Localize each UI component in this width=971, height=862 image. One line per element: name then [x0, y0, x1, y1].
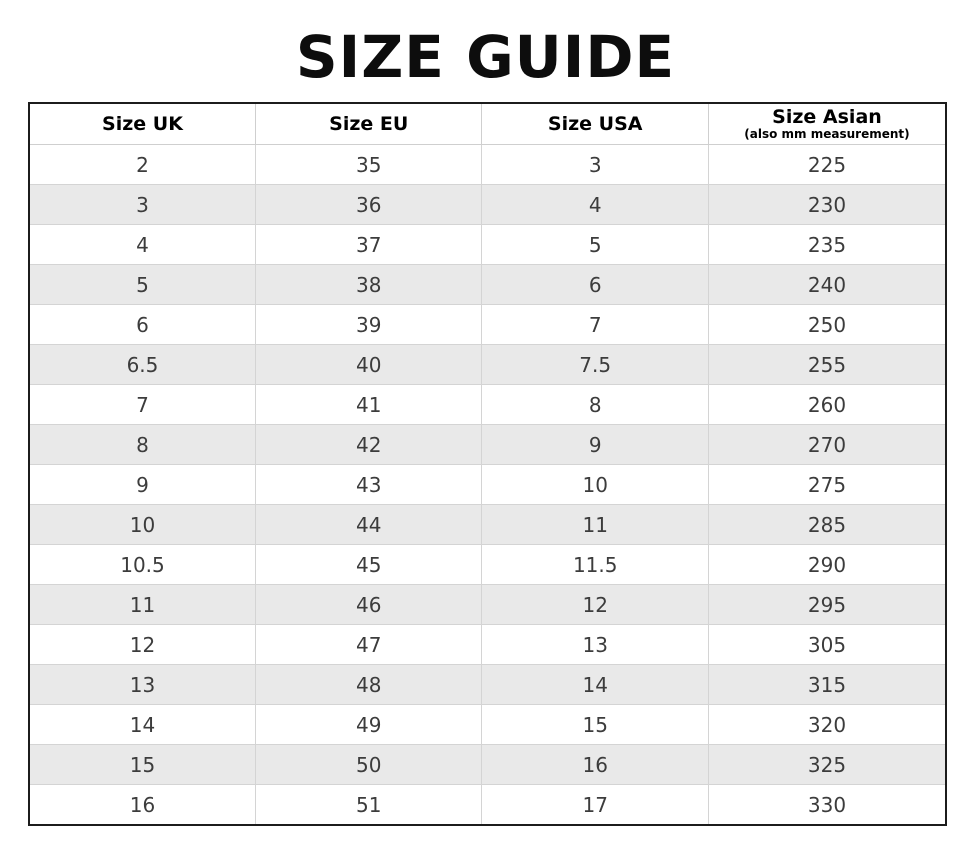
table-cell: 36	[255, 185, 481, 225]
table-cell: 320	[708, 705, 946, 745]
table-cell: 41	[255, 385, 481, 425]
table-cell: 45	[255, 545, 481, 585]
table-cell: 16	[482, 745, 708, 785]
table-cell: 10	[482, 465, 708, 505]
table-cell: 15	[29, 745, 255, 785]
table-cell: 50	[255, 745, 481, 785]
table-cell: 11	[29, 585, 255, 625]
column-header-size-uk	[29, 103, 255, 145]
table-cell: 5	[482, 225, 708, 265]
table-cell: 275	[708, 465, 946, 505]
table-row	[29, 465, 946, 505]
table-cell: 14	[29, 705, 255, 745]
table-row	[29, 505, 946, 545]
table-cell: 40	[255, 345, 481, 385]
table-cell: 325	[708, 745, 946, 785]
table-cell: 4	[482, 185, 708, 225]
table-cell: 10.5	[29, 545, 255, 585]
table-container	[0, 102, 971, 826]
column-header-label: Size USA	[547, 112, 643, 135]
column-header-size-asian	[708, 103, 946, 145]
table-row	[29, 425, 946, 465]
table-cell: 43	[255, 465, 481, 505]
table-cell: 12	[29, 625, 255, 665]
table-cell: 225	[708, 145, 946, 185]
table-cell: 46	[255, 585, 481, 625]
table-row	[29, 145, 946, 185]
table-row	[29, 305, 946, 345]
table-cell: 295	[708, 585, 946, 625]
table-cell: 13	[482, 625, 708, 665]
table-cell: 5	[29, 265, 255, 305]
table-cell: 2	[29, 145, 255, 185]
table-row	[29, 225, 946, 265]
table-cell: 7	[482, 305, 708, 345]
table-cell: 250	[708, 305, 946, 345]
column-header-size-usa	[482, 103, 708, 145]
table-cell: 255	[708, 345, 946, 385]
table-cell: 39	[255, 305, 481, 345]
table-cell: 6	[29, 305, 255, 345]
table-cell: 315	[708, 665, 946, 705]
table-row	[29, 625, 946, 665]
table-cell: 7	[29, 385, 255, 425]
column-header-label: Size Asian	[772, 105, 882, 128]
table-row	[29, 345, 946, 385]
table-cell: 235	[708, 225, 946, 265]
size-guide-table	[28, 102, 947, 826]
table-cell: 38	[255, 265, 481, 305]
table-body	[29, 145, 946, 825]
table-cell: 49	[255, 705, 481, 745]
table-cell: 3	[29, 185, 255, 225]
table-cell: 17	[482, 785, 708, 825]
table-cell: 8	[29, 425, 255, 465]
table-cell: 15	[482, 705, 708, 745]
table-row	[29, 745, 946, 785]
table-row	[29, 545, 946, 585]
column-header-label: Size EU	[329, 112, 409, 135]
table-cell: 270	[708, 425, 946, 465]
page-title: SIZE GUIDE	[295, 23, 676, 91]
table-cell: 13	[29, 665, 255, 705]
table-cell: 14	[482, 665, 708, 705]
table-cell: 48	[255, 665, 481, 705]
table-cell: 285	[708, 505, 946, 545]
table-cell: 37	[255, 225, 481, 265]
table-cell: 44	[255, 505, 481, 545]
table-cell: 6.5	[29, 345, 255, 385]
table-cell: 10	[29, 505, 255, 545]
table-row	[29, 665, 946, 705]
table-cell: 290	[708, 545, 946, 585]
table-cell: 6	[482, 265, 708, 305]
table-cell: 11	[482, 505, 708, 545]
column-header-size-eu	[255, 103, 481, 145]
table-row	[29, 585, 946, 625]
table-cell: 305	[708, 625, 946, 665]
table-row	[29, 705, 946, 745]
table-header	[29, 103, 946, 145]
table-row	[29, 265, 946, 305]
table-cell: 7.5	[482, 345, 708, 385]
table-cell: 330	[708, 785, 946, 825]
table-cell: 42	[255, 425, 481, 465]
table-cell: 47	[255, 625, 481, 665]
table-cell: 240	[708, 265, 946, 305]
table-cell: 230	[708, 185, 946, 225]
table-row	[29, 385, 946, 425]
table-cell: 4	[29, 225, 255, 265]
table-cell: 8	[482, 385, 708, 425]
table-cell: 9	[482, 425, 708, 465]
table-row	[29, 185, 946, 225]
column-header-label: Size UK	[102, 112, 183, 135]
table-cell: 16	[29, 785, 255, 825]
table-cell: 260	[708, 385, 946, 425]
table-cell: 9	[29, 465, 255, 505]
column-header-sublabel: (also mm measurement)	[744, 127, 910, 142]
header-row	[29, 103, 946, 145]
table-cell: 12	[482, 585, 708, 625]
table-cell: 51	[255, 785, 481, 825]
table-row	[29, 785, 946, 825]
table-cell: 11.5	[482, 545, 708, 585]
table-cell: 3	[482, 145, 708, 185]
table-cell: 35	[255, 145, 481, 185]
